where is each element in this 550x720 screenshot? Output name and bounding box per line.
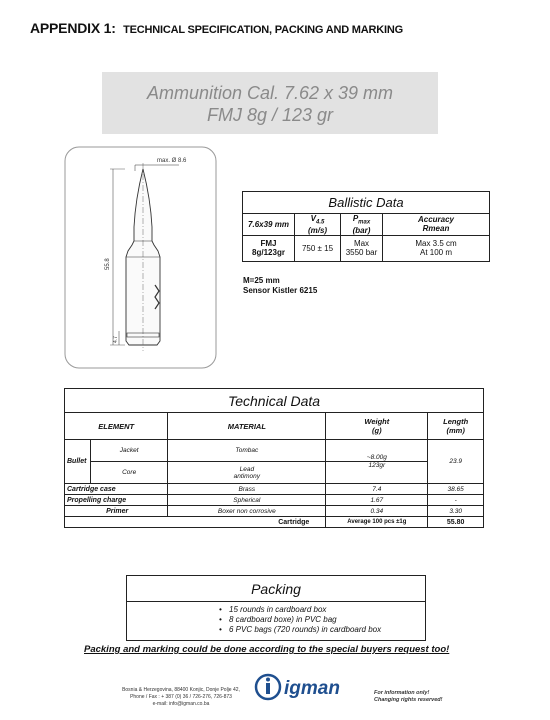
case-weight: 7.4: [326, 484, 428, 495]
packing-note: Packing and marking could be done according to the special buyers request too!: [84, 644, 450, 655]
packing-list: [127, 602, 425, 635]
technical-title: Technical Data: [65, 389, 484, 413]
ballistic-row-accuracy: Max 3.5 cm At 100 m: [383, 235, 490, 261]
product-title: [102, 72, 438, 134]
col-element: ELEMENT: [65, 413, 168, 440]
row-cartridge-case: Cartridge case: [65, 484, 168, 495]
packing-item: • 6 PVC bags (720 rounds) in cardboard box: [219, 625, 425, 635]
ballistic-row-pressure: Max 3550 bar: [341, 235, 383, 261]
row-primer: Primer: [65, 506, 168, 517]
company-address: [96, 687, 266, 708]
title-line-1: Ammunition Cal. 7.62 x 39 mm: [146, 83, 394, 103]
note-sensor: Sensor Kistler 6215: [243, 286, 318, 295]
bullet-weight-gr: 123gr: [326, 462, 428, 484]
cartridge-drawing: [63, 145, 218, 370]
ballistic-title: Ballistic Data: [243, 192, 490, 214]
charge-material: Spherical: [168, 495, 326, 506]
col-material: MATERIAL: [168, 413, 326, 440]
ballistic-data-table: [242, 191, 490, 262]
disclaimer-line-2: Changing rights reserved!: [374, 697, 443, 703]
col-weight: Weight (g): [326, 413, 428, 440]
row-core: Core: [91, 462, 168, 484]
jacket-material: Tombac: [168, 440, 326, 462]
row-jacket: Jacket: [91, 440, 168, 462]
page-header: [30, 20, 403, 36]
charge-weight: 1.67: [326, 495, 428, 506]
row-bullet: Bullet: [65, 440, 91, 484]
groove-label: 4.7: [113, 336, 119, 343]
igman-logo: [254, 672, 364, 702]
case-length: 38.65: [428, 484, 484, 495]
primer-material: Boxer non corrosive: [168, 506, 326, 517]
logo-text: igman: [284, 678, 340, 699]
address-email: e-mail: info@igman.co.ba: [152, 701, 210, 707]
packing-title: Packing: [127, 576, 425, 602]
ballistic-header-accuracy: Accuracy Rmean: [383, 214, 490, 236]
appendix-subtitle: TECHNICAL SPECIFICATION, PACKING AND MARKING: [123, 24, 403, 36]
bullet-weight-g: ~8.00g: [326, 440, 428, 462]
disclaimer: [374, 690, 442, 704]
bullet-length: 23.9: [428, 440, 484, 484]
ballistic-header-velocity: $V_{4.5}$ (m/s): [295, 214, 341, 236]
col-length: Length (mm): [428, 413, 484, 440]
row-propelling-charge: Propelling charge: [65, 495, 168, 506]
packing-item: • 8 cardboard boxe) in PVC bag: [219, 615, 425, 625]
ballistic-row-velocity: 750 ± 15: [295, 235, 341, 261]
technical-data-table: [64, 388, 484, 528]
cartridge-length: 55.80: [428, 517, 484, 528]
address-line-1: Bosnia & Herzegovina, 88400 Konjic, Donje Polje 42,: [122, 687, 240, 693]
case-material: Brass: [168, 484, 326, 495]
ballistic-header-caliber: 7.6x39 mm: [243, 214, 295, 236]
disclaimer-line-1: For information only!: [374, 690, 430, 696]
row-cartridge: Cartridge: [65, 517, 326, 528]
measurement-notes: [243, 276, 317, 296]
appendix-label: APPENDIX 1:: [30, 20, 116, 36]
packing-box: [126, 575, 426, 641]
core-material: Lead antimony: [168, 462, 326, 484]
length-label: 55.8: [105, 258, 111, 270]
title-line-2: FMJ 8g / 123 gr: [206, 105, 334, 125]
address-line-2: Phone / Fax : + 387 (0) 36 / 726-276, 726-873: [130, 694, 232, 700]
ballistic-header-pressure: $P_{max}$ (bar): [341, 214, 383, 236]
primer-length: 3.30: [428, 506, 484, 517]
charge-length: -: [428, 495, 484, 506]
packing-item: • 15 rounds in cardboard box: [219, 605, 425, 615]
cartridge-weight: Average 100 pcs ±1g: [326, 517, 428, 528]
max-diameter-label: max. Ø 8.6: [157, 158, 187, 164]
primer-weight: 0.34: [326, 506, 428, 517]
note-distance: M=25 mm: [243, 276, 280, 285]
ballistic-row-name: FMJ 8g/123gr: [243, 235, 295, 261]
